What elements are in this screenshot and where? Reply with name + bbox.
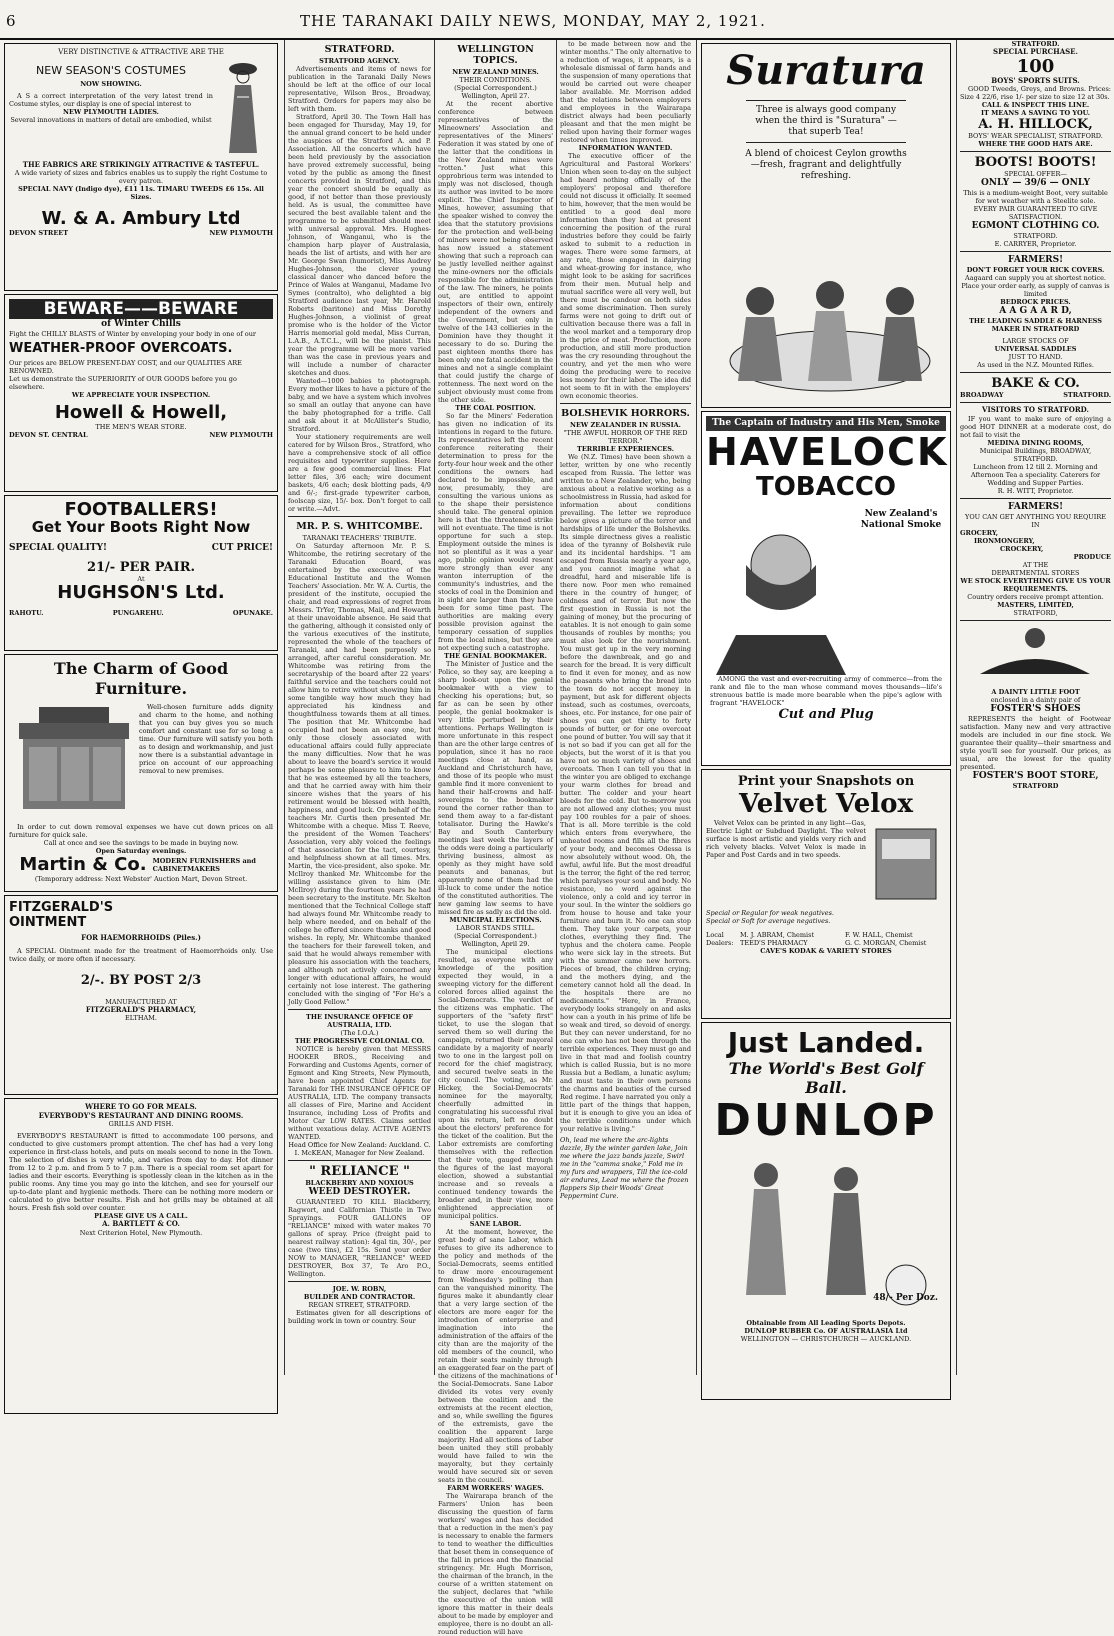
ad-title: 100: [1016, 55, 1055, 77]
ad-overcoats: [4, 294, 278, 492]
ad-line: STRATFORD,: [1013, 608, 1058, 617]
poem-text: Oh, lead me where the arc-lights dazzle, By the winter garden lake, Join me where the jazz bands jazzle, Swirl me in the "camma snake," Fold me in my furs and wrappers, Till the ice-cold air endures, Lead me where the frozen flappers Sip their Woods' Great Peppermint Cure.: [560, 1136, 689, 1200]
article-text: The municipal elections resulted, as everyone with any knowledge of the position expected they would, in a sweeping victory for the different colored forces allied against the Social-Democrats. The verdict of the citizens was emphatic. The supporters of the "safety first" ticket, to use the slogan that served them so well during the campaign, returned their mayoral candidate by a majority of nearly two to one in the largest poll on record for the chief magistracy, and secured twelve seats in the city council. The voting, as Mr. Hickey, the Social-Democrats' nominee for the mayoralty, cheerfully admitted in congratulating his successful rival upon his return, left no doubt about the electors' preference for the ticket of the coalition. But the Labor extremists are comforting themselves with the reflection that their vote, gauged through the figures of the last mayoral election, showed a substantial increase and so reveals a continued tendency towards the broader and, in their view, more enlightened appreciation of municipal politics.: [438, 948, 553, 1220]
section-heading: STRATFORD.: [324, 44, 395, 55]
brand-title: DUNLOP: [714, 1095, 938, 1146]
column-6: [956, 40, 1114, 1375]
section-subheading: THE GENIAL BOOKMAKER.: [444, 652, 547, 660]
section-subheading: MUNICIPAL ELECTIONS.: [449, 916, 542, 924]
newspaper-title: THE TARANAKI DAILY NEWS, MONDAY, MAY 2, 1921.: [300, 12, 766, 30]
ad-body: This is a medium-weight Boot, very suitable for wet weather with a Steelite sole.: [963, 189, 1108, 206]
ad-body: Luncheon from 12 till 2. Morning and Afternoon Tea a speciality. Caterers for Wedding and Supper Parties.: [970, 462, 1101, 487]
brand-title: HAVELOCK: [706, 430, 949, 474]
ad-line: At: [137, 575, 145, 583]
address: NEW PLYMOUTH: [209, 229, 273, 238]
ad-body: A S a correct interpretation of the very latest trend in Costume styles, our display is one of special interest to: [9, 91, 213, 108]
ad-line: As used in the N.Z. Mounted Rifles.: [977, 361, 1094, 370]
ad-body: IF you want to make sure of enjoying a good HOT DINNER at a moderate cost, do not fail to visit the: [960, 414, 1111, 439]
address: (Temporary address: Next Webster' Auction Mart, Devon Street.: [34, 875, 248, 883]
woman-illustration: [213, 57, 273, 157]
ad-line: AT THE: [1022, 560, 1049, 569]
article-text: So far the Miners' Federation has given no indication of its intentions in regard to the future. Its representatives left the recent conference reiterating their determination to press for the forty-four hour week and the other conditions the owners had declared to be impossible, and now, presumably, they are consulting the various unions as to the shape their persistence should take. The general opinion here is that the threatened strike will not eventuate. The time is not opportune for such a step. Employment outside the mines is not so plentiful as it was a year ago, public opinion would resent more strongly than ever any wanton interruption of the community's industries, and the stocks of coal in the Dominion and in sight are larger than they have been for some time past. The authorities are making every possible provision against the temporary cessation of supplies from the local mines, but they are not expecting such a catastrophe.: [438, 412, 553, 652]
ad-line: Estimates given for all descriptions of building work in town or country. Sour: [288, 1309, 431, 1325]
dealer: TEED'S PHARMACY: [740, 939, 808, 947]
ad-title: " RELIANCE ": [309, 1164, 410, 1179]
ad-velvet-velox: [701, 769, 951, 1019]
section-subheading: INFORMATION WANTED.: [578, 144, 673, 152]
captain-portrait-illustration: [706, 505, 856, 675]
ad-title: OINTMENT: [9, 915, 87, 930]
section-subheading: NEW ZEALAND MINES.: [452, 68, 539, 76]
article-text: to be made between now and the winter months." The only alternative to a reduction of wages, it appears, is a wholesale dismissal of farm hands and the suspension of many operations that would be carried out were cheaper labor available. Mr. Morrison added that the relations between employers and employees in the Wairarapa district always had been peculiarly pleasant and that the men might be relied upon having their former wages restored when times improved.: [560, 40, 691, 144]
article-text: Advertisements and items of news for publication in the Taranaki Daily News should be left at the office of our local representative, Wilson Bros., Broadway, Stratford. Orders for papers may also be left with them.: [288, 65, 431, 113]
ad-body: EVERYBODY'S RESTAURANT is fitted to accommodate 100 persons, and conducted to give customers prompt attention. The chef has had a very long experience in first-class hotels, and puts on meals second to none in the Town. The selection of dishes is very wide, and varies from day to day. Hot dinner from 12 to 2 p.m. and from 5 to 7 p.m. There is a special room set apart for ladies and their escorts. Everything is spotlessly clean in the kitchen as in the public rooms. Any time you may go into the kitchen, and see for yourself our up-to-date plant and hygienic methods. There can be nothing more modern or calculated to give better results. Fish and hot grills may be obtained at all hours. Fresh fish sold over counter.: [9, 1132, 273, 1213]
ad-costumes: [4, 43, 278, 291]
ad-line: BEDROCK PRICES.: [1000, 298, 1071, 307]
ad-title: FOOTBALLERS!: [64, 499, 218, 520]
ad-line: DEPARTMENTAL STORES: [991, 568, 1080, 577]
ad-line: CALL & INSPECT THIS LINE.: [981, 101, 1090, 110]
brand-title: FOSTER'S SHOES: [990, 703, 1081, 714]
section-subheading: THE COAL POSITION.: [455, 404, 536, 412]
address: PUNGAREHU.: [112, 609, 164, 617]
ad-line: LARGE STOCKS OF: [1002, 337, 1069, 346]
ad-line: Country orders receive prompt attention.: [967, 592, 1104, 601]
ad-line: WEATHER-PROOF OVERCOATS.: [9, 341, 233, 356]
price: 2/-. BY POST 2/3: [80, 972, 202, 988]
ad-line: CUT PRICE!: [211, 543, 273, 553]
ad-line: WELLINGTON — CHRISTCHURCH — AUCKLAND.: [740, 1335, 912, 1343]
price: 48/- Per Doz.: [873, 1293, 938, 1303]
ad-line: MODERN FURNISHERS and CABINETMAKERS: [152, 857, 256, 873]
ad-line: DUNLOP RUBBER Co. OF AUSTRALASIA Ltd: [744, 1327, 908, 1335]
ad-line: THE LEADING SADDLE & HARNESS MAKER IN STRATFORD: [969, 317, 1102, 334]
ad-line: FOR HAEMORRHOIDS (Piles.): [81, 933, 201, 942]
ad-line: IRONMONGERY,: [974, 536, 1035, 545]
address: NEW PLYMOUTH: [209, 431, 273, 439]
article-text: Your stationery requirements are well catered for by Wilson Bros., Stratford, who have a comprehensive stock of all office requisites and typewriter supplies. Here are a few good commercial lines: Flat letter files, 3/6 each; wire document baskets, 4/6 each; desk blotting pads, 4/9 and 6/-; first-grade typewriter carbon, foolscap size, 15/- box. Don't forget to call or write.—Advt.: [288, 433, 431, 513]
section-subheading: TERRIBLE EXPERIENCES.: [577, 445, 674, 453]
dateline: (Special Correspondent.) Wellington, April 29.: [454, 932, 537, 948]
firm-name: BAKE & CO.: [991, 376, 1080, 392]
ad-line: enclosed in a dainty pair of: [990, 695, 1081, 704]
ad-title: FARMERS!: [1007, 501, 1064, 512]
firm-name: FOSTER'S BOOT STORE,: [972, 770, 1099, 781]
dealer: F. W. HALL, Chemist: [845, 931, 913, 939]
ad-line: STRATFORD.: [1011, 40, 1060, 48]
brand-title: Suratura: [726, 47, 926, 94]
ad-line: SPECIAL QUALITY!: [9, 543, 107, 553]
ad-line: Head Office for New Zealand: Auckland. C. I. McKEAN, Manager for New Zealand.: [288, 1141, 431, 1157]
ad-line: IT MEANS A SAVING TO YOU.: [980, 109, 1091, 118]
ad-line: Open Saturday evenings.: [95, 847, 187, 855]
ad-title: A DAINTY LITTLE FOOT: [991, 687, 1080, 696]
ad-line: (The I.O.A.): [340, 1029, 379, 1037]
dealer: M. J. ABRAM, Chemist: [740, 931, 815, 939]
article-text: The executive officer of the Agricultural and Pastoral Workers' Union when seen to-day on the subject had heard nothing officially of the employers' proposal and therefore could not discuss it officially. It seemed to him, however, that the men would be entitled to a good deal more information than they had at present concerning the position of the rural industries before they could be fairly asked to submit to a reduction in wages. There were some farmers, at any rate, those engaged in dairying and wheat-growing for instance, who might look to be asking for sacrifices from their men. Mutual help and mutual sacrifice were all very well, but there must be candour on both sides and some discrimination. Then surely farms were not going to drift out of cultivation because there was a fall in the wool market and a temporary drop in the price of meat. Production, more production, and still more production was the cry resounding throughout the country, and yet the men who were doing the producing were to receive less money for their labor. The idea did not seem to fit in with the employers' own economic theories.: [560, 152, 692, 400]
ad-football-boots: [4, 495, 278, 651]
ad-line: BOYS' WEAR SPECIALIST, STRATFORD.: [968, 132, 1103, 141]
article-text: At the moment, however, the great body of sane Labor, which refuses to give its adherence to the policy and methods of the Social-Democrats, seems entitled to draw more encouragement from Wednesday's polling than can the vanquished minority. The figures make it abundantly clear that a very large section of the electors are more eager for the introduction of enterprise and imagination into the administration of the affairs of the city than are the majority of the old members of the council, who retain their seats mainly through an exaggerated fear on the part of the citizens of the machinations of the Social-Democrats. Sane Labor divided its votes very evenly between the coalition and the extremists at the recent election, and so, while swelling the figures of the extremists, gave the coalition the apparent large majority. Had all sections of Labor been united they still probably would have failed to win the mayoralty, but they certainly would have secured six or seven seats in the council.: [438, 1228, 553, 1484]
ad-title: WHERE TO GO FOR MEALS.: [85, 1102, 197, 1111]
column-3: [434, 40, 556, 1636]
ad-body: REPRESENTS the height of Footwear satisfaction. Many new and very attractive models are included in our fine stock. We guarantee their quality—their smartness and style you'll see for yourself. Our prices, as usual, are the lowest for the quality presented.: [960, 714, 1111, 771]
section-heading: WELLINGTON TOPICS.: [457, 44, 534, 66]
ad-line: Our prices are BELOW PRESENT-DAY COST, and our QUALITIES ARE RENOWNED.: [9, 359, 242, 375]
column-5: [696, 40, 955, 1375]
ad-line: NOW SHOWING.: [80, 79, 142, 88]
section-subheading: SANE LABOR.: [469, 1220, 522, 1228]
ad-line: DON'T FORGET YOUR RICK COVERS.: [966, 266, 1105, 275]
ad-subtitle: of Winter Chills: [101, 319, 181, 329]
ad-body: Velvet Velox can be printed in any light—Gas, Electric Light or Subdued Daylight. The velvet surface is most artistic and yields very rich and rich velvety blacks. Velvet Velox is made in Paper and Post Cards and in two speeds.: [706, 819, 866, 859]
ad-line: GRILLS AND FISH.: [108, 1120, 174, 1129]
section-subheading: STRATFORD AGENCY.: [319, 57, 400, 65]
ad-title: NEW SEASON'S COSTUMES: [36, 63, 186, 77]
ad-title: BEWARE——BEWARE: [9, 299, 273, 319]
ad-line: Municipal Buildings, BROADWAY, STRATFORD.: [979, 446, 1092, 463]
column-4: [556, 40, 694, 1375]
ad-line: CROCKERY,: [1000, 544, 1044, 553]
ad-havelock-tobacco: [701, 411, 951, 766]
ad-line: BLACKBERRY AND NOXIOUS: [305, 1179, 414, 1187]
section-heading: BOLSHEVIK HORRORS.: [561, 408, 690, 419]
ad-title: THE INSURANCE OFFICE OF AUSTRALIA, LTD.: [306, 1013, 413, 1029]
ad-title: SPECIAL PURCHASE.: [993, 47, 1078, 56]
masthead: [0, 0, 1114, 40]
ad-line: New Zealand's National Smoke: [860, 509, 942, 530]
velox-packet-illustration: [866, 819, 946, 909]
firm-name: A. H. HILLOCK,: [978, 117, 1093, 133]
ad-ointment: [4, 895, 278, 1095]
ad-line: WE STOCK EVERYTHING GIVE US YOUR REQUIREMENTS.: [960, 576, 1111, 593]
ad-line: YOU CAN GET ANYTHING YOU REQUIRE IN: [965, 512, 1106, 529]
article-text: We (N.Z. Times) have been shown a letter, written by one who recently escaped from Russia. The letter was written to a New Zealander, who, being anxious about a relative working as a schoolmistress in Russia, had asked for information about conditions prevailing. The letter we reproduce below gives a picture of the terror and hardships of life under the Bolsheviks. Its simple directness gives a realistic idea of the tyranny of Bolshevik rule and its incidental hardships. "I am escaped from Russia nearly a year ago, and you cannot imagine what a dreadful, hard and miserable life is there now. Poor men who remained there in the country of hunger, of coldness and of terror. But now the first question in Russia is not the gaining of money, but the procuring of eatables. It is not enough to gain some thousands of roubles by months; you must also look for the nourishment. You must get up in the very morning before the dawnbreak, and go and search for the bread. It is very difficult to find it even for money, and as now the peasants who bring the bread into the town do not accept money in payment, but ask for different objects instead, such as costumes, overcoats, shoes, etc. For instance, for one pair of shoes you can get thirty to forty pounds of butter, or for one overcoat one pound of butter. You will say that it is not so bad if you can get all for the objects, but the worst of it is that you have not so much variety of shoes and overcoats. Then I can tell you that in the winter you are obliged to exchange your warm clothes for bread and butter. The colder and your heart bleeds for the cold. But to-morrow you are not allowed any clothes; you must pay 100 roubles for a pair of shoes. That is all. More terrible is the cold which enters from everywhere, the unheated rooms and fills all the fibres of your body, and becomes Odessa is now absolutely without wood. Oh, the awful, awful life. But the most dreadful is the terror, the fight of the red terror, which paralyses your soul and body. No resistance, no word against the violence, only a cold and icy terror in your soul. In the winter the soldiers go from house to house and take your furniture and burn it. No one can stop them. They take your carpets, your clothes, everything they find. The typhus and the cholera came. People who were sick lay in the streets. But with the summer came new horrors. Pieces of bread, the children crying; and the mothers dying, and the cemetery cannot hold all the dead. In the hospitals there are no medicaments." "Here, in France, everybody looks strangely on and asks how can a youth in his prime of life be so weak and tired, so devoid of energy. But they can never understand, for no one can who has not been through the terrible experiences. They must go and live in that mad and foolish country which is called Russia, but is no more Russia but a Bedlam, a lunatic asylum; and must taste in their own persons the charms and beauties of the cursed Red regime. I have narrated you only a little part of the things that happen, but it is enough to give you an idea of the terrible conditions under which your relative is living.": [560, 453, 691, 1133]
ad-line: VERY DISTINCTIVE & ATTRACTIVE ARE THE: [58, 48, 224, 56]
ad-title: The Captain of Industry and His Men, Smoke: [706, 416, 946, 431]
ad-line: THE FABRICS ARE STRIKINGLY ATTRACTIVE & TASTEFUL.: [22, 159, 260, 169]
ad-body: GOOD Tweeds, Greys, and Browns. Prices: Size 4 22/6, rise 1/- per size to size 12 at 30s.: [960, 85, 1111, 102]
ad-title: Print your Snapshots on: [737, 774, 915, 789]
ad-restaurant: [4, 1098, 278, 1414]
address: DEVON ST. CENTRAL: [9, 431, 88, 439]
firm-name: A A G A A R D,: [999, 306, 1072, 317]
ad-line: THE MEN'S WEAR STORE.: [95, 423, 187, 431]
firm-name: MASTERS, LIMITED,: [997, 600, 1074, 609]
ad-body: Aagaard can supply you at shortest notice. Place your order early, as supply of canvas is limited: [961, 274, 1110, 299]
ad-dunlop-golf-ball: [701, 1022, 951, 1400]
golfers-illustration: [706, 1145, 946, 1315]
section-subheading: LABOR STANDS STILL.: [456, 924, 535, 932]
address: OPUNAKE.: [232, 609, 273, 617]
ad-line: REGAN STREET, STRATFORD.: [308, 1301, 411, 1309]
article-text: Stratford, April 30. The Town Hall has been engaged for Thursday, May 19, for the annual grand concert to be held under the auspices of the Stratford A. and P. Association. All the concerts which have been held previously by the association have proved extremely successful, being voted by the public as among the finest concerts provided in Stratford, and this year the concert should be equally as good, if not better than those previously held. As is usual, the committee have secured the best available talent and the programme to be submitted should meet with universal approval. Mrs. Hughes-Johnson, of Wanganui, who is the champion harp player of Australasia, heads the list of artists, and with her are Mr. George Swan (humorist), Miss Audrey Hughes-Johnson, the clever young classical dancer who danced before the Prince of Wales at Wanganui, Madame Ivo Symes (contralto), who delighted a big Stratford audience last year, Mr. Harold Roberts (baritone) and Miss Dorothy Hughes-Johnson, a violinist of great promise who is the holder of the Victor Harris memorial gold medal, Miss Curran, L.A.B., A.T.C.L., will be the pianist. This year the programme will be more varied than was the case in previous years and will include a number of character sketches and duos.: [288, 113, 431, 377]
ad-line: MANUFACTURED AT: [105, 997, 177, 1006]
section-subheading: FARM WORKERS' WAGES.: [447, 1484, 544, 1492]
firm-name: Martin & Co.: [19, 854, 147, 875]
ad-line: ELTHAM.: [125, 1014, 157, 1023]
price: 21/- PER PAIR.: [86, 560, 196, 575]
ad-line: JUST TO HAND.: [1008, 353, 1063, 362]
ad-line: In order to cut down removal expenses we have cut down prices on all furniture for quick sale.: [9, 823, 273, 839]
ad-body: Well-chosen furniture adds dignity and charm to the home, and nothing that you can buy gives you so much comfort and constant use for so long a time. Our furniture will satisfy you both as to design and workmanship, and just now there is a substantial advantage in price on account of our approaching removal to new premises.: [139, 703, 273, 775]
firm-name: Howell & Howell,: [54, 402, 228, 423]
ad-line: E. CARRYER, Proprietor.: [994, 240, 1077, 249]
page-number: 6: [6, 12, 16, 30]
section-subheading: "THE AWFUL HORROR OF THE RED TERROR.": [563, 429, 688, 445]
address: RAHOTU.: [9, 609, 44, 617]
ad-line: Fight the CHILLY BLASTS of Winter by enveloping your body in one of our: [9, 330, 257, 338]
ad-body: NOTICE is hereby given that MESSRS HOOKER BROS., Receiving and Forwarding and Customs Agents, corner of Egmont and King Streets, New Plymouth, have been appointed Chief Agents for Taranaki for THE INSURANCE OFFICE OF AUSTRALIA, LTD. The company transacts all classes of Fire, Marine and Accident Insurance, including Loss of Profits and Motor Car LOW RATES. Claims settled without vexatious delay. ACTIVE AGENTS WANTED.: [288, 1045, 431, 1141]
dealer: G. C. MORGAN, Chemist: [845, 939, 927, 947]
ad-subtitle: Get Your Boots Right Now: [31, 518, 251, 536]
ad-title: WEED DESTROYER.: [308, 1187, 411, 1197]
article-text: At the recent abortive conference between representatives of the Mineowners' Association and representatives of the Miners' Federation it was stated by one of the latter that the conditions in the New Zealand mines were "rotten." Just what this opprobrious term was intended to imply was not disclosed, though its author was invited to be more explicit. The Chief Inspector of Mines, however, assuming that the speaker wished to convey the idea that the statutory provisions for the protection and well-being of miners were not being observed has now issued a statement showing that such a reproach can be justly levelled neither against the mine-owners nor the officials responsible for the administration of the law. The miners, he points out, are entitled to appoint inspectors of their own, entirely independent of the owners and the Government, but only in twelve of the 143 collieries in the Dominion have they thought it necessary to do so. During the past eighteen months there has been only one fatal accident in the mines and not a single complaint that could justify the charge of rottenness. The next word on the subject obviously must come from the other side.: [438, 100, 553, 404]
ad-subtitle: The World's Best Golf Ball.: [728, 1059, 924, 1097]
ad-title: BOOTS! BOOTS!: [974, 155, 1097, 171]
address: BROADWAY: [960, 391, 1004, 400]
ad-title: JOE. W. ROBN,: [332, 1285, 387, 1293]
section-heading: MR. P. S. WHITCOMBE.: [296, 521, 423, 532]
ad-furniture: [4, 654, 278, 892]
ad-line: Special or Soft for average negatives.: [706, 917, 831, 925]
article-text: The Wairarapa branch of the Farmers' Union has been discussing the question of farm workers' wages and has decided that a reduction in the men's pay is necessary to enable the farmers to tend to weather the difficulties that beset them in consequence of the fall in prices and the financial stringency. Mr. Hugh Morrison, the chairman of the branch, in the course of a written statement on the subject, declares that "while the executive of the union will ignore this matter in their deals about to be made by employer and employee, there is no doubt an all-round reduction will have: [438, 1492, 553, 1636]
ad-line: Let us demonstrate the SUPERIORITY of OUR GOODS before you go elsewhere.: [9, 375, 237, 391]
firm-name: W. & A. Ambury Ltd: [41, 208, 241, 230]
ad-body: GUARANTEED TO KILL Blackberry, Ragwort, and Californian Thistle in Two Sprayings. FOUR GALLONS OF "RELIANCE" mixed with water makes 70 gallons of spray. Price (freight paid to nearest railway station): 4gal tin, 30/-, per case (two tins), £2 15s. Send your order NOW to MANAGER, "RELIANCE" WEED DESTROYER, Box 37, Te Aro P.O., Wellington.: [288, 1198, 431, 1278]
ad-line: GROCERY,: [960, 528, 999, 537]
ad-line: PLEASE GIVE US A CALL.: [94, 1212, 188, 1221]
column-2: [284, 40, 434, 1375]
ad-line: A wide variety of sizes and fabrics enables us to supply the right Costume to every patron.: [14, 169, 268, 186]
ad-line: NEW PLYMOUTH LADIES.: [63, 107, 159, 116]
ad-title: EVERYBODY'S RESTAURANT AND DINING ROOMS.: [38, 1110, 244, 1120]
sideboard-illustration: [9, 703, 139, 823]
ad-line: SPECIAL NAVY (Indigo dye), £11 11s. TIMARU TWEEDS £6 15s. All Sizes.: [18, 185, 264, 202]
article-text: The Minister of Justice and the Police, so they say, are keeping a sharp look-out upon the genial bookmaker with a view to checking his operations; but, so far as can be seen by other people, the genial bookmaker is very little perturbed by their attentions. Perhaps Wellington is more unfortunate in this respect than are the other large centres of population, since it has no race meetings close at hand, as Auckland and Christchurch have, and those of its people who must gamble find it more convenient to hand their half-crowns and half-sovereigns to the bookmaker round the corner rather than to send them away to a far-distant totalisator. During the Hawke's Bay and South Canterbury meetings last week the layers of the odds were doing a particularly thriving business, almost as openly as they might have sold peanuts and bananas, but apparently none of them had the ill-luck to come under the notice of the constituted authorities. The new gaming law seems to have missed fire as sadly as did the old.: [438, 660, 553, 916]
dealer: CAVE'S KODAK & VARIETY STORES: [760, 947, 892, 955]
ad-body: A SPECIAL Ointment made for the treatment of Haemorrhoids only. Use twice daily, or more often if necessary.: [9, 946, 273, 963]
column-1: [0, 40, 282, 1375]
tea-party-illustration: [710, 261, 950, 401]
ad-body: Three is always good company when the third is "Suratura" — that superb Tea!: [746, 100, 906, 143]
ad-line: WE APPRECIATE YOUR INSPECTION.: [71, 391, 211, 399]
ad-line: WHERE THE GOOD HATS ARE.: [978, 140, 1093, 149]
section-subheading: THEIR CONDITIONS.: [459, 76, 532, 84]
ad-title: FARMERS!: [1007, 255, 1064, 266]
ad-line: Obtainable from All Leading Sports Depots.: [746, 1319, 906, 1327]
ad-title: FITZGERALD'S: [9, 900, 114, 915]
article-text: On Saturday afternoon Mr. P. S. Whitcombe, the retiring secretary of the Taranaki Education Board, was entertained by the executive of the Educational Institute and the Women Teachers' Association. Mr. W. A. Curtis, the president of the institute, occupied the chair, and read expressions of regret from Messrs. TrYer, Thomas, Mail, and Howarth at their unavoidable absence. He said that the gathering, although it consisted only of the various executives of the institute, represented the whole of the teachers of Taranaki, and had been purposely so arranged, after careful consideration. Mr. Whitcombe was retiring from the secretaryship of the board after 22 years' faithful service and the teachers could not allow him to retire without showing him in some tangible way how much they had appreciated his kindness and thoughtfulness towards them at all times. The position that Mr. Whitcombe had occupied had not been an easy one, but only those closely associated with educational affairs could fully appreciate the many difficulties. Now that he was about to leave the board's service it would perhaps be some pleasure to him to know that he was esteemed by all the teachers, and that he carried away with him their sincere wishes that the years of his retirement would be blessed with health, happiness, and good luck. On behalf of the teachers Mr. Curtis then presented Mr. Whitcombe with a cheque. Miss T. Reeve, the president of the Women Teachers' Association, very ably voiced the feelings of that association for the tact, courtesy, and helpfulness shown at all times. Mrs. Martin, the vice-president, also spoke. Mr. McIlroy thanked Mr. Whitcombe for the willing assistance given to him (Mr. McIlroy) during the fourteen years he had been secretary to the institute. Mr. Skelton mentioned that the Technical College staff had always found Mr. Whitcombe ready to help where needed, and on behalf of the college he offered sincere thanks and good wishes. In reply, Mr. Whitcombe thanked the teachers for their farewell token, and said that he would always remember with pleasure his association with the teachers, and although not actively concerned any longer with educational affairs, he would certainly not lose interest. The gathering concluded with the singing of "For He's a Jolly Good Fellow.": [288, 542, 431, 1006]
ad-line: STRATFORD: [1012, 781, 1059, 790]
address: STRATFORD.: [1063, 391, 1111, 400]
ad-line: FITZGERALD'S PHARMACY,: [85, 1004, 197, 1014]
ad-line: Special or Regular for weak negatives.: [706, 909, 834, 917]
ad-title: The Charm of Good Furniture.: [53, 659, 229, 698]
ad-line: UNIVERSAL SADDLES: [994, 345, 1077, 354]
ad-title: BOYS' SPORTS SUITS.: [991, 75, 1080, 85]
shoe-illustration: [960, 624, 1110, 684]
dateline: (Special Correspondent.) Wellington, April 27.: [454, 84, 537, 100]
firm-name: HUGHSON'S Ltd.: [57, 582, 225, 603]
ad-suratura-tea: [701, 43, 951, 408]
ad-title: VISITORS TO STRATFORD.: [982, 405, 1089, 415]
ad-line: SPECIAL OFFER—: [1004, 170, 1067, 179]
section-subheading: NEW ZEALANDER IN RUSSIA.: [570, 421, 681, 429]
brand-title: Velvet Velox: [739, 789, 913, 819]
ad-title: Just Landed.: [727, 1026, 925, 1059]
ad-body: AMONG the vast and ever-recruiting army of commerce—from the rank and file to the man whose command moves thousands—life's strenuous battle is made more bearable when the pipe's aglow with fragrant "HAVELOCK": [710, 675, 942, 707]
address: DEVON STREET: [9, 229, 69, 238]
ad-line: STRATFORD.: [1013, 232, 1058, 241]
article-text: Wanted—1000 babies to photograph. Every mother likes to have a picture of the baby, and we have a system which involves so small an outlay that anyone can have the baby photographed for a trifle. Call and ask about it at McAllister's Studio, Stratford.: [288, 377, 431, 433]
section-subheading: TARANAKI TEACHERS' TRIBUTE.: [302, 534, 417, 542]
ad-line: EVERY PAIR GUARANTEED TO GIVE SATISFACTION.: [973, 205, 1098, 222]
ad-line: Several innovations in matters of detail are embodied, whilst: [10, 115, 212, 124]
ad-line: PRODUCE: [1073, 552, 1111, 561]
firm-name: MEDINA DINING ROOMS,: [987, 438, 1084, 447]
address: Next Criterion Hotel, New Plymouth.: [79, 1228, 203, 1237]
ad-line: BUILDER AND CONTRACTOR.: [303, 1293, 416, 1301]
firm-name: A. BARTLETT & CO.: [102, 1219, 180, 1229]
dealers-label: Local Dealers:: [706, 931, 734, 947]
ad-line: THE PROGRESSIVE COLONIAL CO.: [294, 1037, 425, 1045]
ad-line: Call at once and see the savings to be made in buying now.: [43, 839, 239, 847]
price: ONLY — 39/6 — ONLY: [980, 178, 1091, 189]
ad-line: Cut and Plug: [778, 707, 874, 722]
ad-body: A blend of choicest Ceylon growths—fresh, fragrant and delightfully refreshing.: [745, 149, 907, 181]
firm-name: EGMONT CLOTHING CO.: [971, 221, 1100, 232]
ad-line: R. H. WITT, Proprietor.: [997, 486, 1074, 495]
brand-subtitle: TOBACCO: [755, 472, 897, 502]
